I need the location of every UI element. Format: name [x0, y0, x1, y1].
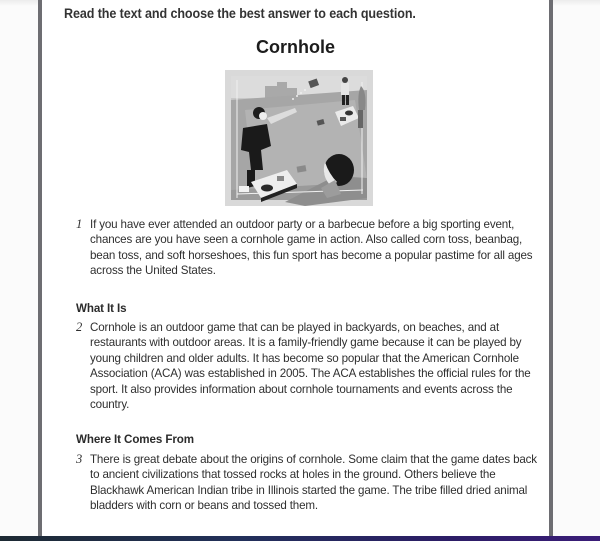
paragraph-number: 3 [76, 452, 83, 466]
paragraph-text: If you have ever attended an outdoor party or a barbecue before a big sporting event, chances are you have seen a cornhole game in action. Also called corn toss, beanbag, bean toss, and soft horseshoes, this fun sport has become a popular pastime for all ages across the United States. [90, 218, 533, 278]
section-heading-what-it-is: What It Is [76, 302, 127, 315]
paragraph-number: 1 [76, 217, 83, 231]
section-heading-where-it-comes-from: Where It Comes From [76, 433, 194, 446]
cornhole-illustration [225, 70, 373, 206]
paragraph-3 [76, 452, 546, 514]
paragraph-1 [76, 217, 546, 279]
passage-title: Cornhole [256, 37, 335, 57]
paragraph-text: Cornhole is an outdoor game that can be played in backyards, on beaches, and at restaurants with outdoor areas. It is a family-friendly game because it can be played by young children and older adults. It has become so popular that the American Cornhole Association (ACA) was established in 2005. The ACA establishes the official rules for the sport. It also provides information about cornhole tournaments and events across the country. [90, 321, 531, 412]
paragraph-number: 2 [76, 320, 83, 334]
taskbar-strip [0, 536, 600, 541]
instructions-text: Read the text and choose the best answer to each question. [64, 6, 416, 21]
cornhole-illustration-icon [225, 70, 373, 206]
paragraph-2 [76, 320, 546, 412]
paragraph-text: There is great debate about the origins of cornhole. Some claim that the game dates back to ancient civilizations that tossed rocks at holes in the ground. Others believe the Blackhawk American Indian tribe in Illinois started the game. The tribe filled dried animal bladders with corn or beans and tossed them. [90, 453, 537, 513]
document-page [38, 0, 553, 536]
